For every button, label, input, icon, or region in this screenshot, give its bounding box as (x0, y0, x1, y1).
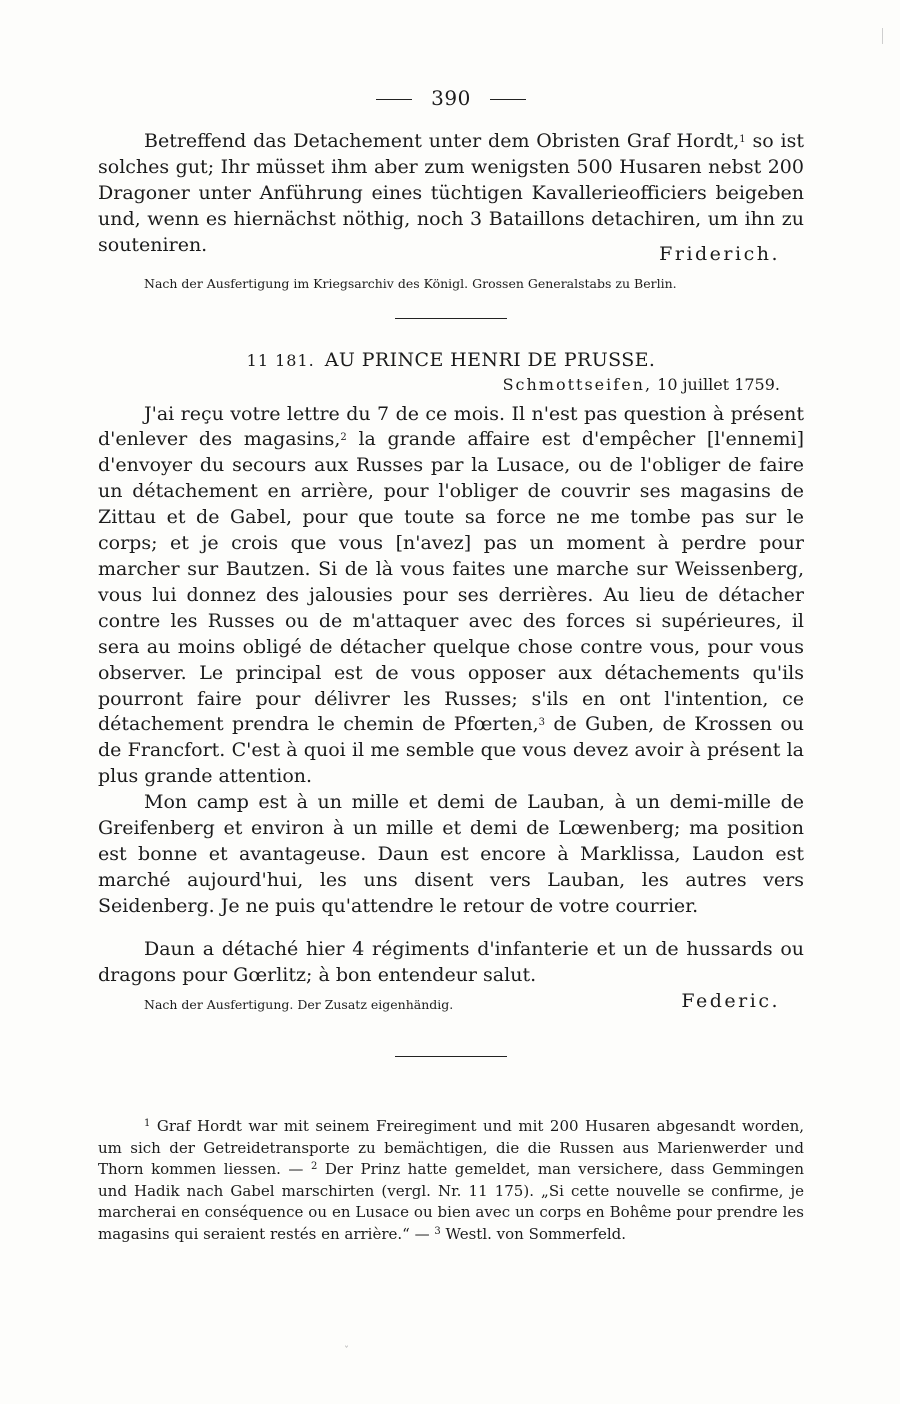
section-separator-2 (395, 1056, 507, 1057)
letter-title: AU PRINCE HENRI DE PRUSSE. (324, 348, 656, 371)
top-paragraph-text-1: Betreffend das Detachement unter dem Obristen Graf Hordt, (144, 130, 740, 152)
letter-date: 10 juillet 1759. (657, 374, 780, 394)
footnote-ref-2: 2 (340, 432, 347, 444)
footnote-2-text: Der Prinz hatte gemeldet, man versichere, dass Gemmingen und Hadik nach Gabel marschirten (vergl. Nr. 11 175). „Si cette nouvelle se confirme, je marcherai en conséquence ou en Lusace ou bien avec un corps en Bohême pour prendre les magasins qui seraient restés en arrière.“ — (98, 1160, 804, 1243)
page-number: 390 (431, 86, 471, 110)
letter-paragraph-3: Daun a détaché hier 4 régiments d'infanterie et un de hussards ou dragons pour Gœrlitz; à bon entendeur salut. (98, 937, 804, 986)
page-header (98, 84, 804, 112)
footnote-1-marker: 1 (144, 1118, 151, 1130)
footnote-3-marker: 3 (434, 1225, 441, 1237)
letter-footer (98, 990, 804, 1016)
footnote-1-text: Graf Hordt war mit seinem Freiregiment und mit 200 Husaren abgesandt worden, um sich der Getreidetransporte zu bemächtigen, die die Russen aus Marienwerder und Thorn kommen liessen. — (98, 1117, 804, 1179)
letter-paragraph-1 (98, 402, 804, 791)
section-separator-1 (395, 318, 507, 319)
footnote-2-marker: 2 (310, 1161, 318, 1173)
stray-mark: ˇ (344, 1346, 349, 1357)
source-note-2: Nach der Ausfertigung. Der Zusatz eigenhändig. (144, 997, 454, 1013)
top-paragraph (98, 129, 804, 259)
letter-paragraph-2: Mon camp est à un mille et demi de Lauban, à un demi-mille de Greifenberg et environ à un mille et demi de Lœwenberg; ma position est bonne et avantageuse. Daun est encore à Marklissa, Laudon est marché aujourd'hui, les uns disent vers Lauban, les autres vers Seidenberg. Je ne puis qu'attendre le retour de votre courrier. (98, 791, 804, 917)
top-paragraph-text-2: so ist solches gut; Ihr müsset ihm aber zum wenigsten 500 Husaren nebst 200 Dragoner unter Anführung eines tüchtigen Kavallerieofficiers beigeben und, wenn es hiernächst nöthig, noch 3 Bataillons detachiren, um ihn zu souteniren. (98, 130, 805, 256)
signature-federic: Federic. (681, 990, 780, 1013)
footnotes (98, 1116, 804, 1245)
header-rule-left (376, 99, 412, 100)
letter-number: 11 181. (246, 350, 315, 370)
signature-friderich: Friderich. (659, 242, 780, 265)
letter-p1-text-1: J'ai reçu votre lettre du 7 de ce mois. Il n'est pas question à présent d'enlever des magasins, (98, 402, 804, 451)
letter-place: Schmottseifen, (502, 374, 653, 394)
header-rule-right (490, 99, 526, 100)
source-note-1: Nach der Ausfertigung im Kriegsarchiv des Königl. Grossen Generalstabs zu Berlin. (144, 275, 677, 291)
letter-p1-text-3: de Guben, de Krossen ou de Francfort. C'est à quoi il me semble que vous devez avoir à présent la plus grande attention. (98, 713, 804, 788)
letter-heading (98, 347, 804, 374)
footnote-3-text: Westl. von Sommerfeld. (440, 1224, 626, 1243)
letter-p1-text-2: la grande affaire est d'empêcher [l'ennemi] d'envoyer du secours aux Russes par la Lusace, ou de l'obliger de faire un détachement en arrière, pour l'obliger de couvrir ses magasins de Zittau et de Gabel, pour que toute sa force ne me tombe pas sur le corps; et je crois que vous [n'avez] pas un moment à perdre pour marcher sur Bautzen. Si de là vous faites une marche sur Weissenberg, vous lui donnez des jalousies pour ses derrières. Au lieu de détacher contre les Russes ou de m'attaquer avec des forces si supérieures, il sera au moins obligé de détacher quelque chose contre vous, pour vous observer. Le principal est de vous opposer aux détachements qu'ils pourront faire pour délivrer les Russes; s'ils en ont l'intention, ce détachement prendra le chemin de Pfœrten, (98, 428, 804, 736)
letter-place-date (98, 374, 804, 396)
footnote-ref-3: 3 (538, 717, 546, 729)
margin-mark (882, 28, 883, 44)
footnote-ref-1: 1 (739, 134, 746, 145)
page (98, 84, 804, 1245)
